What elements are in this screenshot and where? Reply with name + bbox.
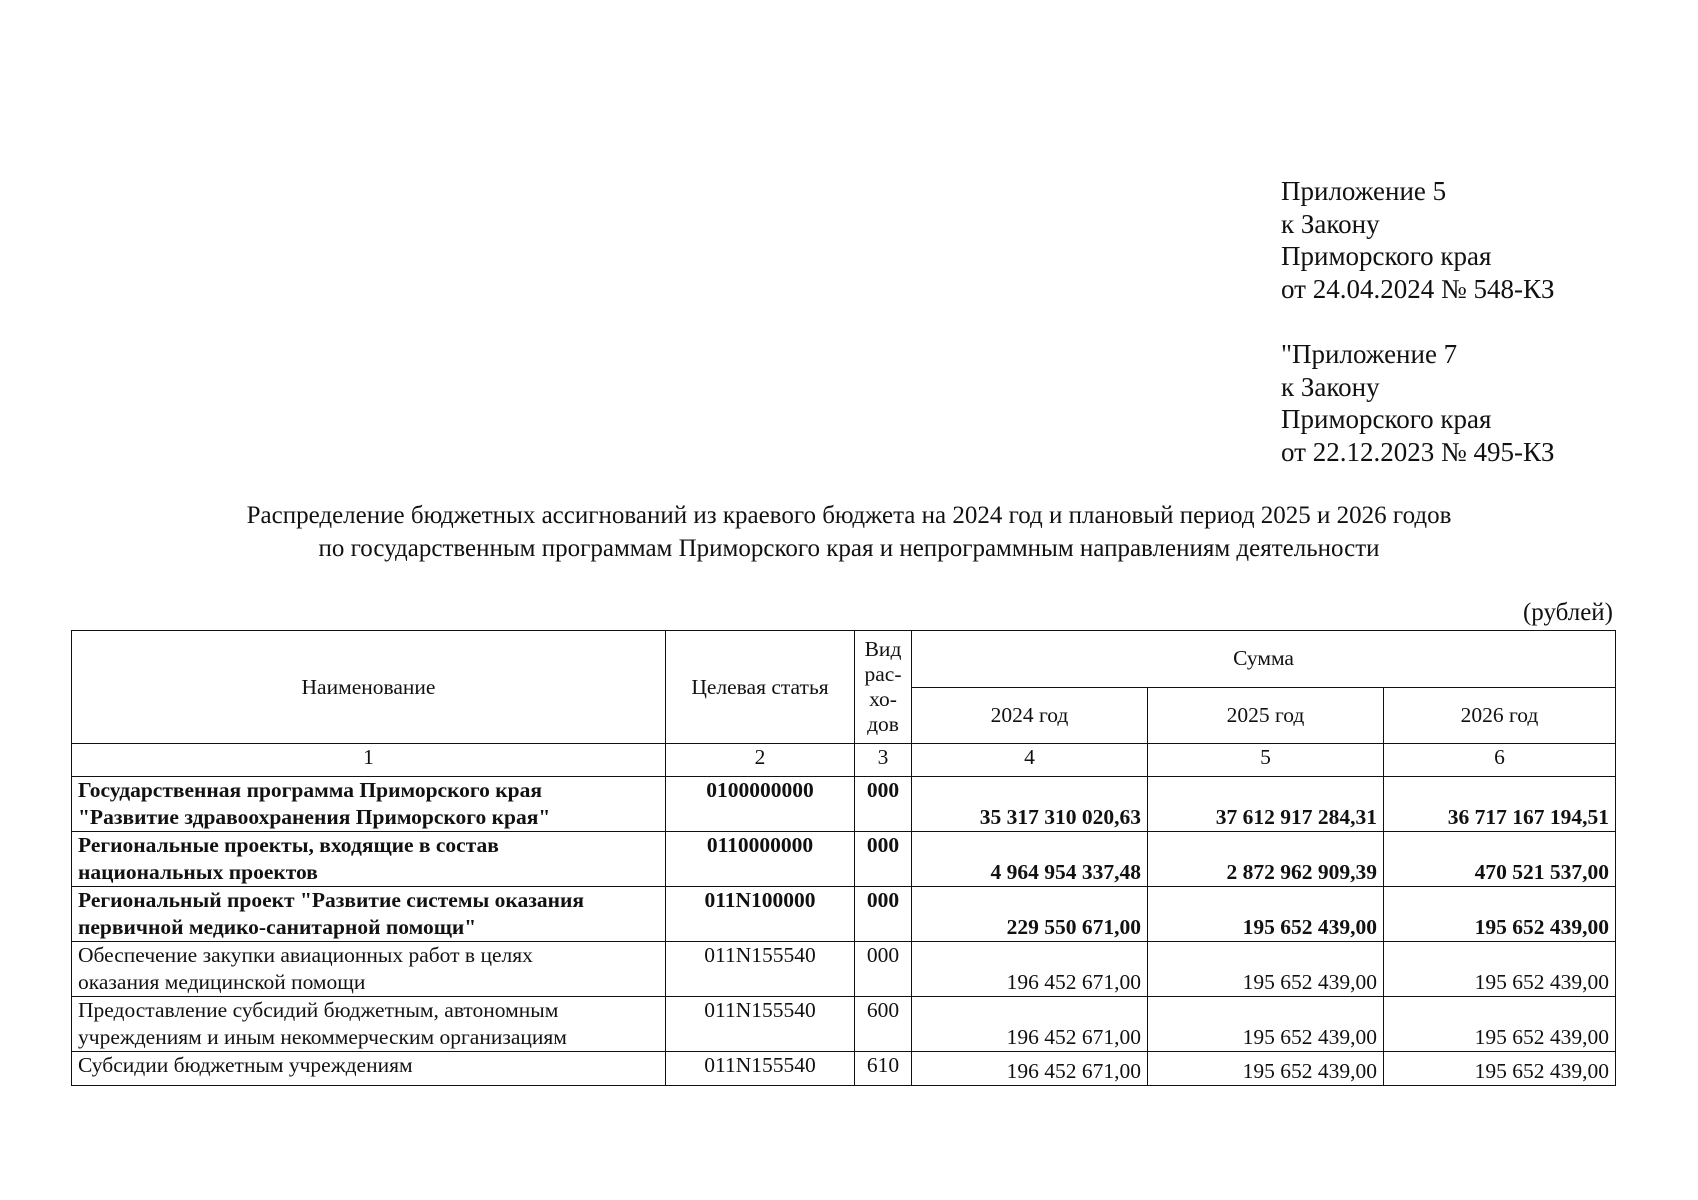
row-target-article: 011N100000 (666, 887, 855, 942)
row-amount-2024: 4 964 954 337,48 (912, 832, 1148, 887)
appendix-reference-amended (1281, 338, 1554, 468)
row-amount-2025: 195 652 439,00 (1148, 1052, 1384, 1086)
row-amount-2024: 35 317 310 020,63 (912, 777, 1148, 832)
title-line: Распределение бюджетных ассигнований из краевого бюджета на 2024 год и плановый период 2025 и 2026 годов (246, 502, 1452, 529)
table-row (72, 997, 1616, 1052)
appendix-line: Приморского края (1281, 241, 1492, 271)
header-year-2025: 2025 год (1148, 687, 1384, 744)
row-amount-2024: 196 452 671,00 (912, 1052, 1148, 1086)
row-name-line: первичной медико-санитарной помощи" (78, 915, 477, 939)
row-name-line: Обеспечение закупки авиационных работ в целях (78, 943, 533, 967)
row-target-article: 011N155540 (666, 1052, 855, 1086)
table-row (72, 942, 1616, 997)
header-expense-kind-part: Вид (864, 637, 902, 661)
row-name-line: Государственная программа Приморского края (78, 778, 543, 802)
header-expense-kind (855, 631, 912, 744)
row-target-article: 011N155540 (666, 942, 855, 997)
row-name (72, 887, 666, 942)
budget-table (71, 630, 1616, 1086)
row-target-article: 011N155540 (666, 997, 855, 1052)
column-number: 4 (912, 744, 1148, 777)
document-title (0, 499, 1698, 565)
row-target-article: 0100000000 (666, 777, 855, 832)
column-number: 2 (666, 744, 855, 777)
row-amount-2026: 195 652 439,00 (1384, 942, 1616, 997)
row-name-line: национальных проектов (78, 860, 318, 884)
row-expense-kind: 000 (855, 942, 912, 997)
header-year-2026: 2026 год (1384, 687, 1616, 744)
column-number-row (72, 744, 1616, 777)
appendix-reference-current (1281, 175, 1554, 305)
appendix-line: от 24.04.2024 № 548-КЗ (1281, 273, 1555, 304)
row-name-line: Региональные проекты, входящие в состав (78, 833, 499, 857)
row-amount-2025: 195 652 439,00 (1148, 997, 1384, 1052)
row-name-line: Региональный проект "Развитие системы оказания (78, 888, 585, 912)
row-expense-kind: 000 (855, 832, 912, 887)
header-row (72, 631, 1616, 688)
header-expense-kind-part: рас- (864, 662, 902, 686)
table-row (72, 832, 1616, 887)
row-name-line: учреждениям и иным некоммерческим организациям (78, 1025, 567, 1049)
header-name: Наименование (72, 631, 666, 744)
row-target-article: 0110000000 (666, 832, 855, 887)
header-sum: Сумма (912, 631, 1616, 688)
table-row (72, 1052, 1616, 1086)
row-amount-2026: 36 717 167 194,51 (1384, 777, 1616, 832)
row-name-line: оказания медицинской помощи (78, 970, 366, 994)
column-number: 6 (1384, 744, 1616, 777)
row-name (72, 832, 666, 887)
row-name-line: Субсидии бюджетным учреждениям (78, 1053, 413, 1077)
row-amount-2025: 195 652 439,00 (1148, 942, 1384, 997)
header-year-2024: 2024 год (912, 687, 1148, 744)
appendix-line: Приморского края (1281, 404, 1492, 434)
row-amount-2026: 195 652 439,00 (1384, 887, 1616, 942)
header-expense-kind-part: хо- (869, 687, 897, 711)
row-expense-kind: 600 (855, 997, 912, 1052)
row-amount-2025: 2 872 962 909,39 (1148, 832, 1384, 887)
row-amount-2026: 470 521 537,00 (1384, 832, 1616, 887)
row-amount-2026: 195 652 439,00 (1384, 1052, 1616, 1086)
appendix-line: "Приложение 7 (1281, 339, 1458, 369)
row-amount-2024: 196 452 671,00 (912, 942, 1148, 997)
row-name (72, 1052, 666, 1086)
row-name-line: Предоставление субсидий бюджетным, автономным (78, 998, 559, 1022)
table-row (72, 887, 1616, 942)
row-expense-kind: 000 (855, 887, 912, 942)
row-name (72, 997, 666, 1052)
row-name (72, 942, 666, 997)
column-number: 3 (855, 744, 912, 777)
column-number: 5 (1148, 744, 1384, 777)
units-label: (рублей) (1522, 599, 1613, 626)
row-amount-2025: 37 612 917 284,31 (1148, 777, 1384, 832)
row-amount-2024: 196 452 671,00 (912, 997, 1148, 1052)
table-row (72, 777, 1616, 832)
header-target-article: Целевая статья (666, 631, 855, 744)
appendix-line: Приложение 5 (1281, 176, 1447, 206)
appendix-line: от 22.12.2023 № 495-КЗ (1281, 436, 1555, 467)
row-name-line: "Развитие здравоохранения Приморского края" (78, 805, 551, 829)
header-expense-kind-part: дов (867, 712, 899, 736)
row-name (72, 777, 666, 832)
column-number: 1 (72, 744, 666, 777)
appendix-line: к Закону (1281, 371, 1380, 402)
row-amount-2026: 195 652 439,00 (1384, 997, 1616, 1052)
row-expense-kind: 000 (855, 777, 912, 832)
title-line: по государственным программам Приморского края и непрограммным направлениям деятельности (318, 535, 1380, 562)
row-amount-2024: 229 550 671,00 (912, 887, 1148, 942)
row-expense-kind: 610 (855, 1052, 912, 1086)
appendix-line: к Закону (1281, 208, 1380, 239)
row-amount-2025: 195 652 439,00 (1148, 887, 1384, 942)
